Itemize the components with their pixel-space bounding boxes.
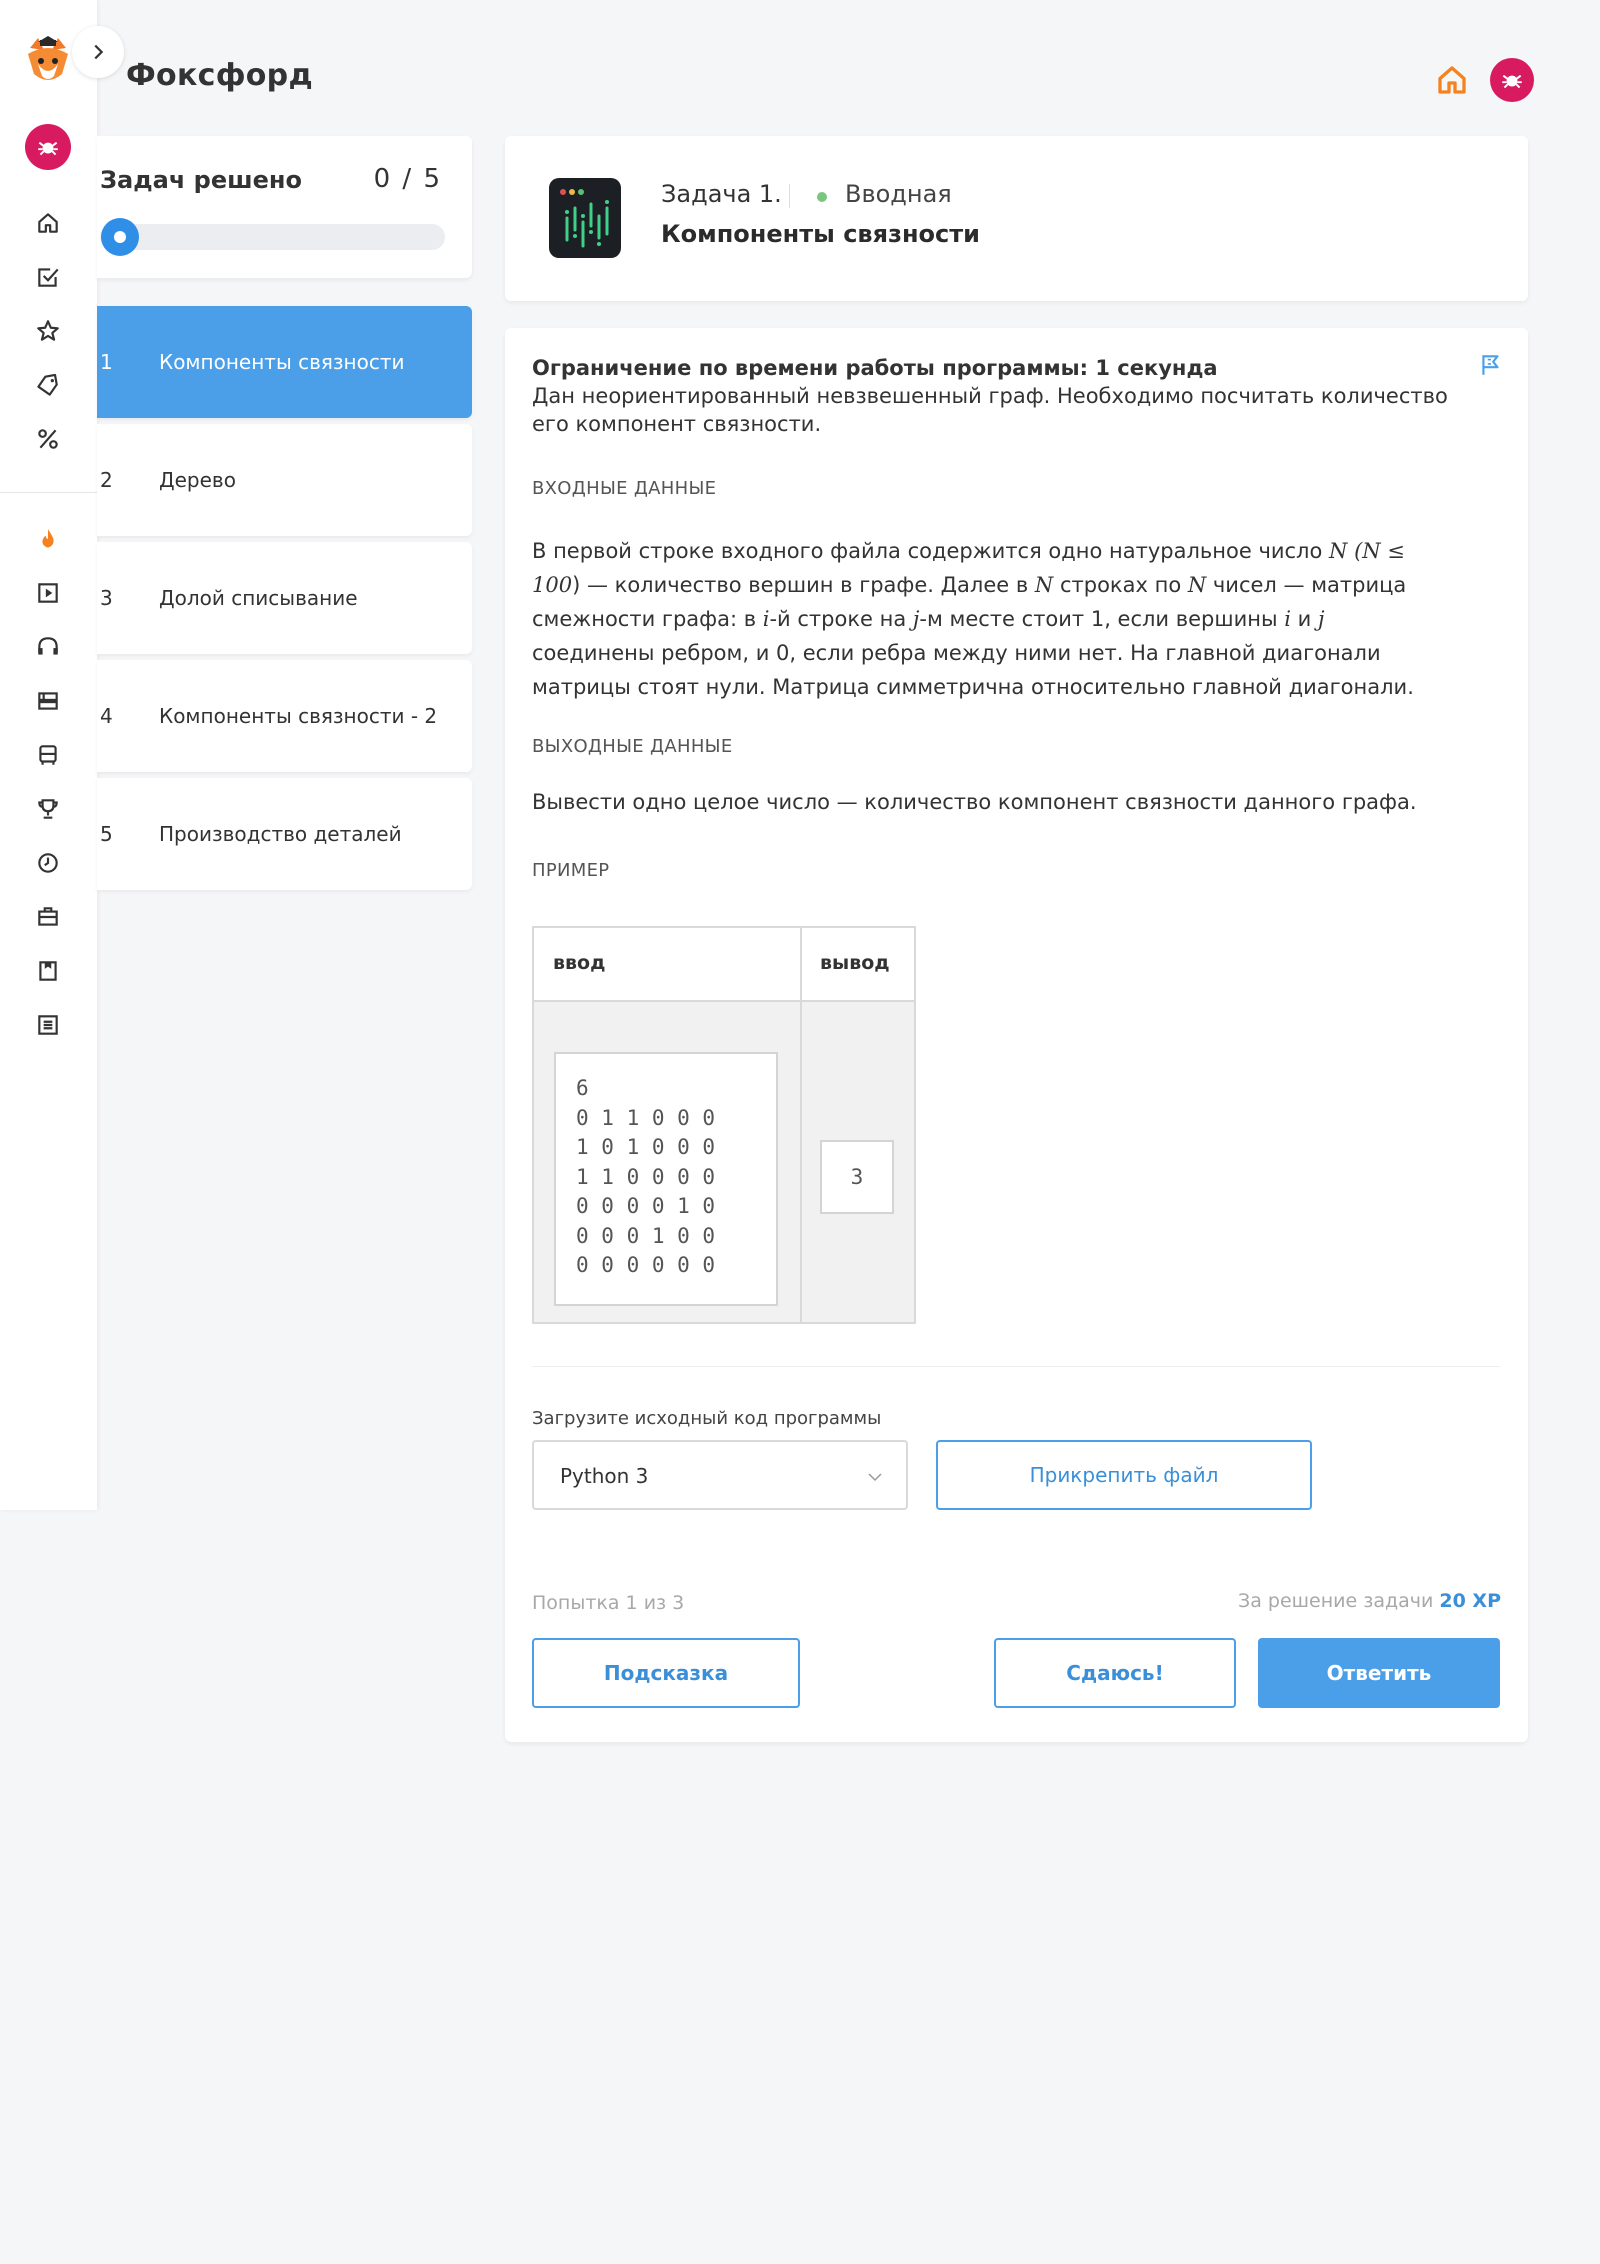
section-divider — [532, 1366, 1500, 1367]
time-limit: Ограничение по времени работы программы: 1 секунда — [532, 356, 1218, 380]
task-item-number: 1 — [100, 350, 113, 374]
task-item-label: Дерево — [159, 468, 236, 492]
language-value: Python 3 — [560, 1464, 649, 1488]
briefcase-icon[interactable] — [32, 901, 64, 933]
percent-icon[interactable] — [32, 423, 64, 455]
header-divider — [789, 184, 790, 208]
input-heading: ВХОДНЫЕ ДАННЫЕ — [532, 478, 717, 499]
problem-card — [505, 328, 1528, 1742]
example-heading: ПРИМЕР — [532, 860, 610, 881]
language-select[interactable] — [532, 1440, 908, 1510]
task-level: Вводная — [845, 180, 952, 208]
task-item[interactable] — [97, 778, 472, 890]
progress-card — [97, 136, 472, 278]
progress-count: 0 / 5 — [373, 164, 442, 194]
example-table-divider — [800, 928, 802, 1322]
list-icon[interactable] — [32, 1009, 64, 1041]
task-item-number: 5 — [100, 822, 113, 846]
output-description: Вывести одно целое число — количество компонент связности данного графа. — [532, 790, 1417, 814]
upload-label: Загрузите исходный код программы — [532, 1408, 882, 1429]
avatar-icon — [1499, 67, 1525, 93]
play-icon[interactable] — [32, 577, 64, 609]
input-description: В первой строке входного файла содержится одно натуральное число N (N ≤ 100) — количество вершин в графе. Далее в N строках по N чисел — матрица смежности графа: в i-й строке на j-м месте стоит 1, если вершины i и j соединены ребром, и 0, если ребра между ними нет. На главной диагонали матрицы стоят нули. Матрица симметрична относительно главной диагонали. — [532, 539, 1414, 699]
give-up-button[interactable]: Сдаюсь! — [994, 1638, 1236, 1708]
problem-statement: Дан неориентированный невзвешенный граф. Необходимо посчитать количество его компонент связности. — [532, 384, 1448, 436]
book-icon[interactable] — [32, 955, 64, 987]
reward-info — [1238, 1590, 1501, 1612]
task-number: Задача 1. — [661, 180, 782, 208]
brand-title[interactable]: Фоксфорд — [126, 58, 313, 93]
avatar-icon[interactable] — [25, 124, 71, 170]
bus-icon[interactable] — [32, 739, 64, 771]
layers-icon[interactable] — [32, 685, 64, 717]
fire-icon[interactable] — [32, 523, 64, 555]
task-item-label: Компоненты связности - 2 — [159, 704, 438, 728]
logo-fox-icon[interactable] — [24, 34, 72, 86]
reward-text: За решение задачи — [1238, 1590, 1440, 1612]
attach-file-button[interactable]: Прикрепить файл — [936, 1440, 1312, 1510]
task-item[interactable] — [97, 306, 472, 418]
task-header-card — [505, 136, 1528, 301]
task-item[interactable] — [97, 660, 472, 772]
attempt-counter: Попытка 1 из 3 — [532, 1592, 685, 1614]
task-title: Компоненты связности — [661, 220, 980, 248]
top-home-icon[interactable] — [1434, 62, 1470, 98]
example-col-input: ввод — [553, 952, 606, 974]
clock-icon[interactable] — [32, 847, 64, 879]
progress-label: Задач решено — [100, 166, 302, 194]
answer-button[interactable]: Ответить — [1258, 1638, 1500, 1708]
trophy-icon[interactable] — [32, 793, 64, 825]
example-output: 3 — [820, 1140, 894, 1214]
level-dot-icon — [817, 192, 827, 202]
progress-bar — [100, 224, 445, 250]
example-table — [532, 926, 916, 1324]
task-item[interactable] — [97, 424, 472, 536]
task-item-label: Компоненты связности — [159, 350, 405, 374]
rail-divider — [0, 492, 97, 493]
reward-xp: 20 XP — [1439, 1590, 1501, 1612]
task-item-number: 3 — [100, 586, 113, 610]
user-avatar[interactable] — [1490, 58, 1534, 102]
task-code-icon — [549, 178, 621, 258]
chevron-down-icon — [866, 1468, 884, 1486]
task-item-label: Долой списывание — [159, 586, 358, 610]
progress-knob — [101, 218, 139, 256]
star-icon[interactable] — [32, 315, 64, 347]
tag-icon[interactable] — [32, 369, 64, 401]
task-item-number: 2 — [100, 468, 113, 492]
task-item-number: 4 — [100, 704, 113, 728]
chevron-right-icon — [87, 41, 109, 63]
example-col-output: вывод — [820, 952, 890, 974]
headphones-icon[interactable] — [32, 631, 64, 663]
output-heading: ВЫХОДНЫЕ ДАННЫЕ — [532, 736, 733, 757]
example-input: 6 0 1 1 0 0 0 1 0 1 0 0 0 1 1 0 0 0 0 0 0 0 0 1 0 0 0 0 1 0 0 0 0 0 0 0 0 — [554, 1052, 778, 1306]
hint-button[interactable]: Подсказка — [532, 1638, 800, 1708]
task-item[interactable] — [97, 542, 472, 654]
expand-sidebar-button[interactable] — [72, 26, 124, 78]
checkbox-icon[interactable] — [32, 261, 64, 293]
task-item-label: Производство деталей — [159, 822, 402, 846]
task-list — [97, 306, 472, 896]
report-flag-icon[interactable] — [1478, 352, 1504, 378]
left-rail — [0, 0, 97, 1510]
home-icon[interactable] — [32, 207, 64, 239]
